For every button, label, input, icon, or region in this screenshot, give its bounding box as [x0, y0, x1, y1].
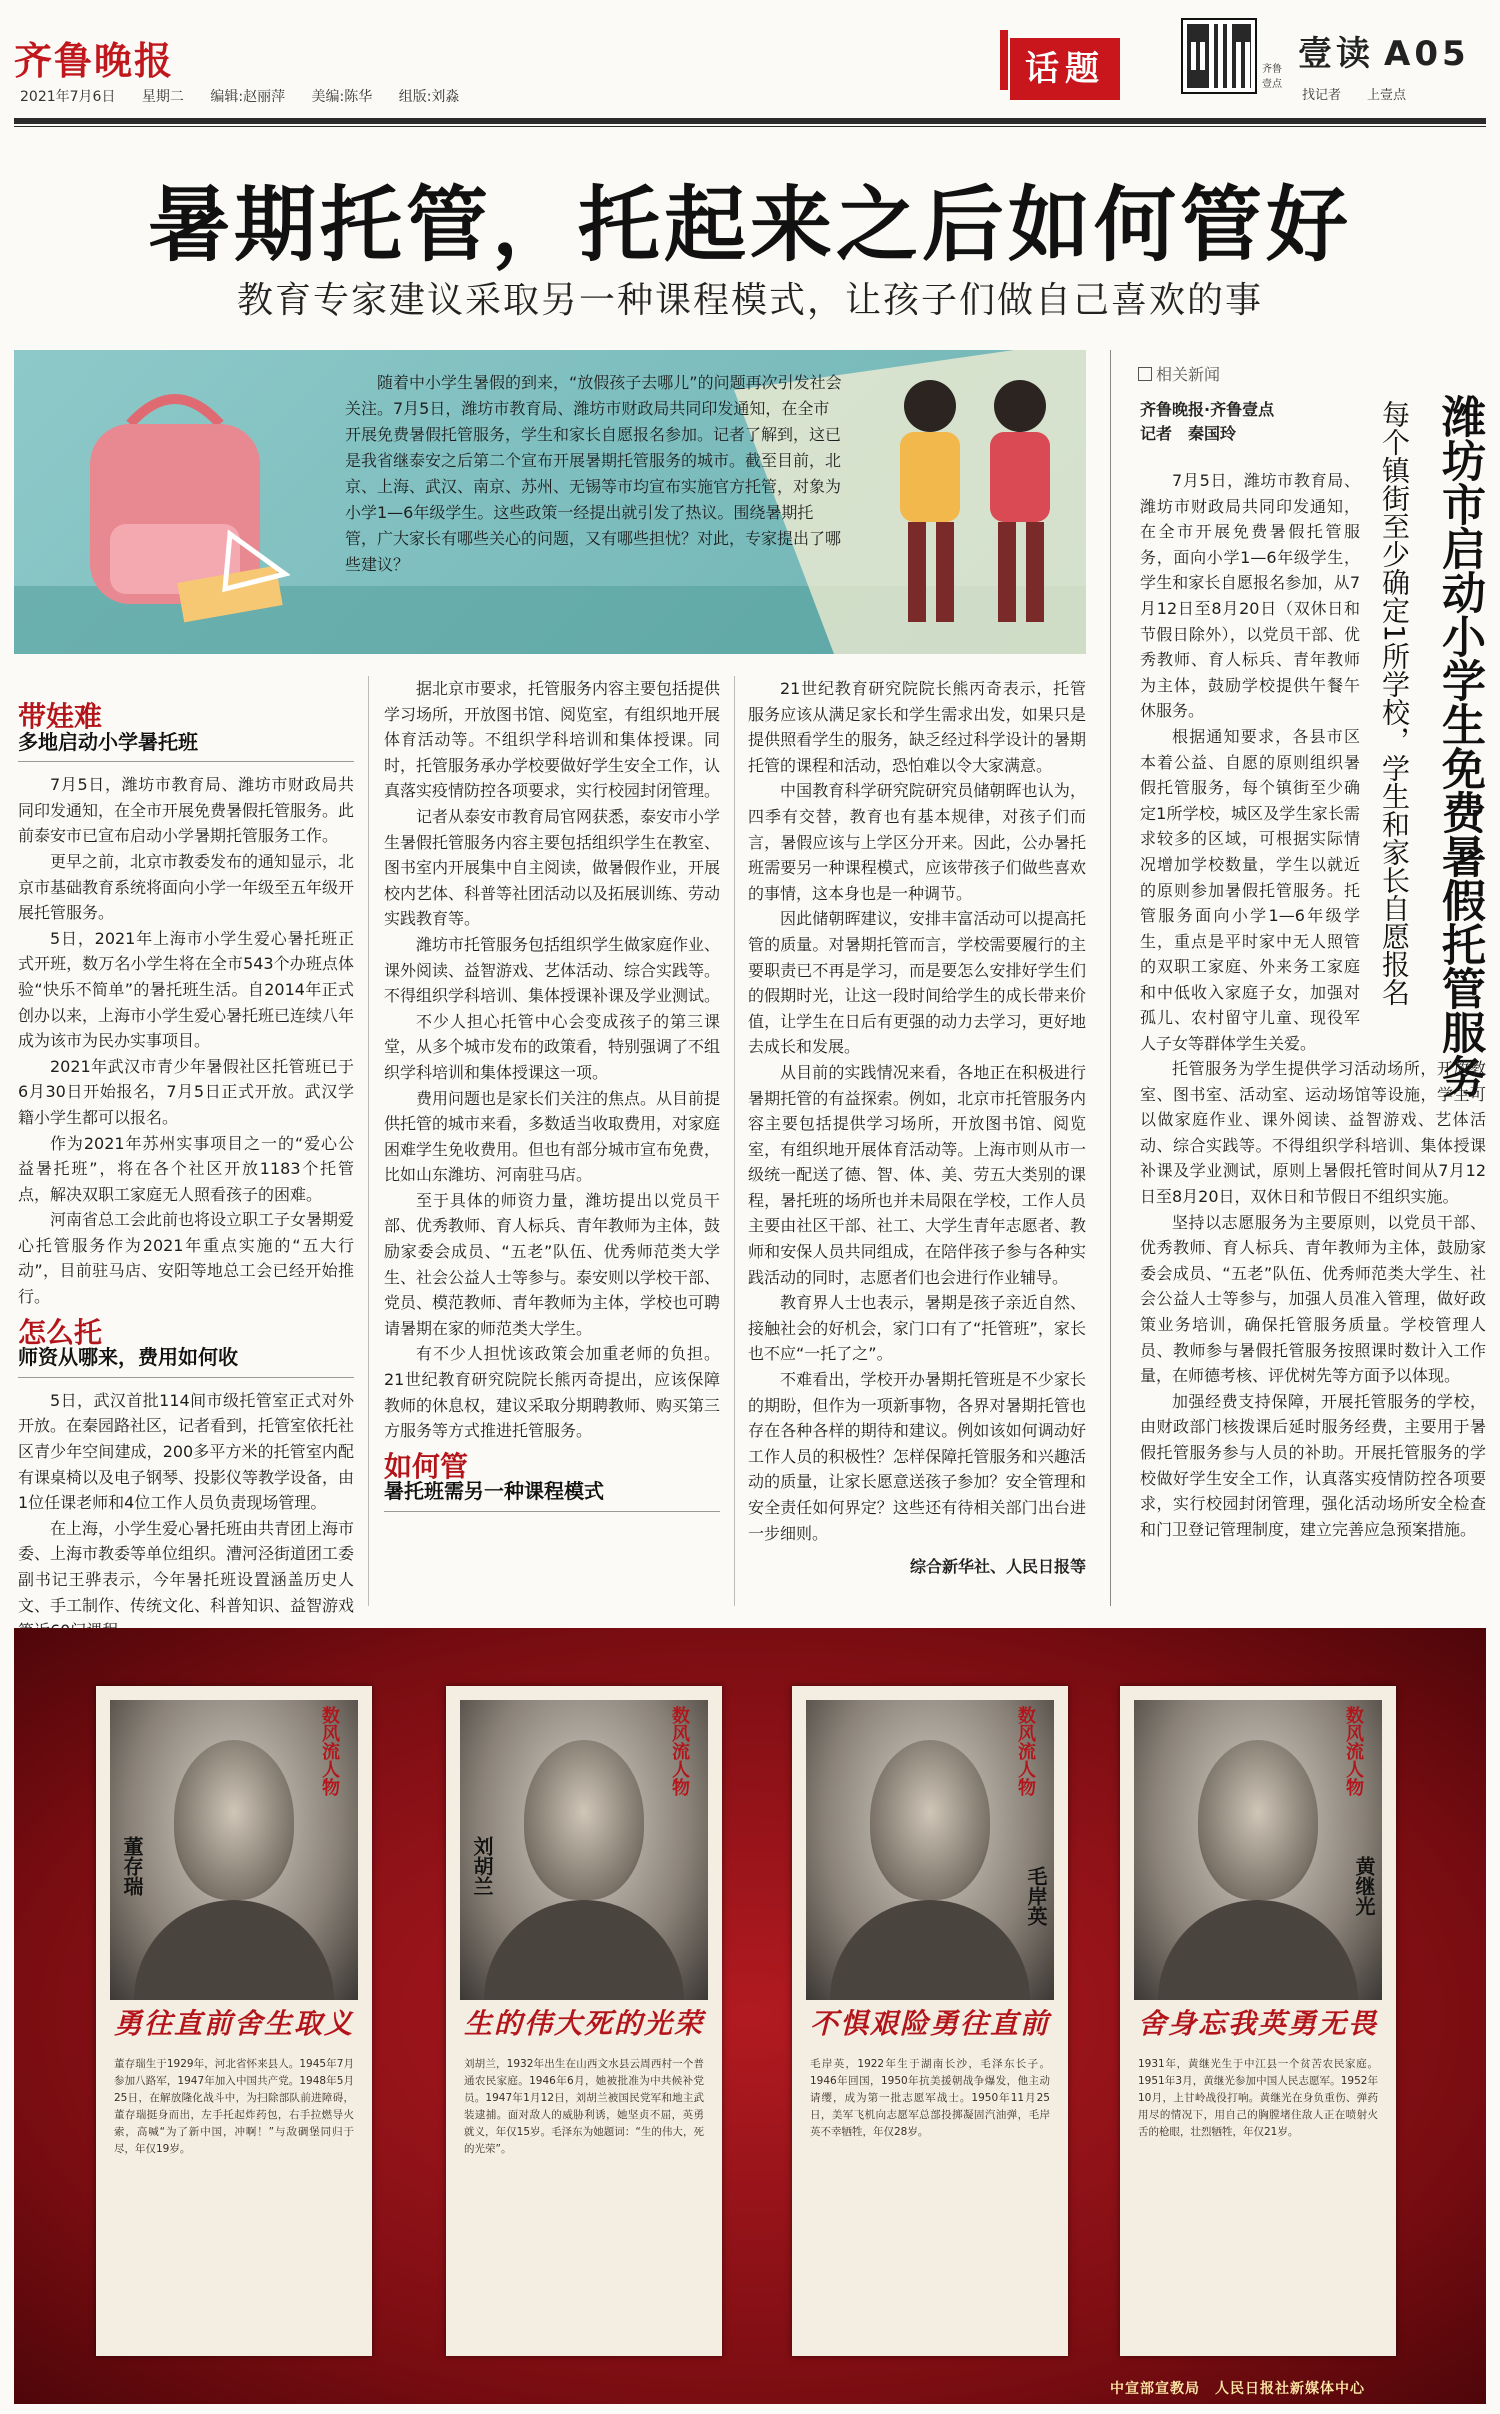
headline: 暑期托管，托起来之后如何管好: [147, 178, 1352, 273]
page-label: [1298, 26, 1470, 75]
section-heading: 怎么托: [18, 1315, 103, 1349]
paragraph: 记者从泰安市教育局官网获悉，泰安市小学生暑假托管服务内容主要包括组织学生在教室、图书室内开展集中自主阅读，做暑假作业，开展校内艺体、科普等社团活动以及拓展训练、劳动实践教育等。: [384, 806, 721, 929]
series-stamp: 数风流人物: [669, 1706, 690, 1796]
series-stamp: 数风流人物: [1343, 1706, 1364, 1796]
section-tab: [1000, 20, 1128, 100]
paragraph: 河南省总工会此前也将设立职工子女暑期爱心托管服务作为2021年重点实施的“五大行动”，目前驻马店、安阳等地总工会已经开始推行。: [18, 1210, 355, 1307]
newspaper-logo: 齐鲁晚报: [14, 38, 175, 83]
page-name: 壹读: [1298, 34, 1374, 74]
masthead-rule: [14, 118, 1486, 124]
qr-label: 齐鲁壹点: [1262, 64, 1282, 90]
paragraph: 不难看出，学校开办暑期托管班是不少家长的期盼，但作为一项新事物，各界对暑期托管也存在各种各样的期待和建议。例如该如何调动好工作人员的积极性？怎样保障托管服务和兴趣活动的质量，让家长愿意送孩子参加？安全管理和安全责任如何界定？这些还有待相关部门出台进一步细则。: [748, 1370, 1086, 1543]
qr-code-icon[interactable]: [1181, 18, 1257, 94]
masthead-rule-thin: [14, 126, 1486, 127]
memorial-credit: 中宣部宣教局 人民日报社新媒体中心: [1110, 2381, 1365, 2397]
paragraph: 中国教育科学研究院研究员储朝晖也认为，四季有交替，教育也有基本规律，对孩子们而言，暑假应该与上学区分开来。因此，公办暑托班需要另一种课程模式，应该带孩子们做些喜欢的事情，这本身也是一种调节。: [748, 781, 1086, 903]
paragraph: 7月5日，潍坊市教育局、潍坊市财政局共同印发通知，在全市开展免费暑假托管服务。此前泰安市已宣布启动小学暑期托管服务工作。: [18, 775, 355, 846]
paragraph: 坚持以志愿服务为主要原则，以党员干部、优秀教师、育人标兵、青年教师为主体，鼓励家委会成员、“五老”队伍、优秀师范类大学生、社会公益人士等参与，加强人员准入管理，做好政策业务培训，确保托管服务质量。学校管理人员、教师参与暑假托管服务按照课时数计入工作量，在师德考核、评优树先等方面予以体现。: [1140, 1212, 1486, 1386]
page-tagline: 找记者 上壹点: [1302, 88, 1407, 103]
paragraph: 加强经费支持保障，开展托管服务的学校，由财政部门核拨课后延时服务经费，主要用于暑假托管服务参与人员的补助。开展托管服务的学校做好学生安全工作，认真落实疫情防控各项要求，实行校园封闭管理，强化活动场所安全检查和门卫登记管理制度，建立完善应急预案措施。: [1140, 1391, 1486, 1539]
square-icon: [1138, 367, 1152, 381]
subheadline: 教育专家建议采取另一种课程模式，让孩子们做自己喜欢的事: [236, 280, 1263, 321]
section-subheading: 多地启动小学暑托班: [18, 730, 354, 763]
section-subheading: 师资从哪来，费用如何收: [18, 1345, 354, 1378]
paragraph: 因此储朝晖建议，安排丰富活动可以提高托管的质量。对暑期托管而言，学校需要履行的主要职责已不再是学习，而是要怎么安排好学生们的假期时光，让这一段时间给学生的成长带来价值，让学生在日后有更强的动力去学习，更好地去成长和发展。: [748, 909, 1086, 1057]
layout-editor-credit: 组版:刘淼: [398, 89, 460, 105]
paragraph: 7月5日，潍坊市教育局、潍坊市财政局共同印发通知，在全市开展免费暑假托管服务，面向小学1—6年级学生，学生和家长自愿报名参加，从7月12日至8月20日（双休日和节假日除外），以党员干部、优秀教师、育人标兵、青年教师为主体，鼓励学校提供午餐午休服务。: [1140, 471, 1360, 721]
paragraph: 托管服务为学生提供学习活动场所，开放教室、图书室、活动室、运动场馆等设施，学生可以做家庭作业、课外阅读、益智游戏、艺体活动、综合实践等。不得组织学科培训、集体授课补课及学业测试，原则上暑假托管时间从7月12日至8月20日，双休日和节假日不组织实施。: [1140, 1059, 1486, 1206]
paragraph: 作为2021年苏州实事项目之一的“爱心公益暑托班”，将在各个社区开放1183个托管点，解决双职工家庭无人照看孩子的困难。: [18, 1133, 354, 1204]
related-news-label: [1138, 362, 1220, 385]
related-news-text: 相关新闻: [1156, 365, 1221, 384]
hero-card: [1120, 1686, 1396, 2356]
issue-weekday: 星期二: [141, 89, 184, 105]
paragraph: 费用问题也是家长们关注的焦点。从目前提供托管的城市来看，多数适当收取费用，对家庭困难学生免收费用。但也有部分城市宣布免费，比如山东潍坊、河南驻马店。: [384, 1088, 721, 1185]
series-stamp: 数风流人物: [1015, 1706, 1036, 1796]
hero-motto: 不惧艰险勇往直前: [809, 2007, 1050, 2040]
hero-name: 毛岸英: [1024, 1866, 1048, 1926]
backpack-icon: [60, 384, 290, 624]
paragraph: 有不少人担忧该政策会加重老师的负担。21世纪教育研究院院长熊丙奇提出，应该保障教师的休息权，建议采取分期聘教师、购买第三方服务等方式推进托管服务。: [384, 1344, 721, 1441]
paragraph: 据北京市要求，托管服务内容主要包括提供学习场所，开放图书馆、阅览室，有组织地开展体育活动等。不组织学科培训和集体授课。同时，托管服务承办学校要做好学生安全工作，认真落实疫情防控各项要求，实行校园封闭管理。: [384, 679, 721, 801]
paragraph: 在上海，小学生爱心暑托班由共青团上海市委、上海市教委等单位组织。漕河泾街道团工委副书记王骅表示，今年暑托班设置涵盖历史人文、手工制作、传统文化、科普知识、益智游戏: [18, 1518, 355, 1615]
sidebar-subtitle: 每个镇街至少确定1所学校，学生和家长自愿报名: [1378, 400, 1411, 1006]
intro-paragraph: 随着中小学生暑假的到来，“放假孩子去哪儿”的问题再次引发社会关注。7月5日，潍坊市教育局、潍坊市财政局共同印发通知，在全市开展免费暑假托管服务，学生和家长自愿报名参加。记者了解到，这已是我省继泰安之后第二个宣布开展暑期托管服务的城市。截至目前，北京、上海、武汉、南京、苏州、无锡等市均宣布实施官方托管，对象为小学1—6年级学生。这些政策一经提出就引发了热议。围绕暑期托管，广大家长有哪些关心的问题，又有哪些担忧？对此，专家提出了哪些建议？: [345, 373, 842, 574]
schoolchildren-icon: [860, 366, 1080, 646]
hero-card: [96, 1686, 372, 2356]
paragraph: 21世纪教育研究院院长熊丙奇表示，托管服务应该从满足家长和学生需求出发，如果只是提供照看学生的服务，缺乏经过科学设计的暑期托管的课程和活动，恐怕难以令大家满意。: [748, 679, 1086, 775]
article-column-2: [384, 676, 720, 1522]
hero-name: 董存瑞: [120, 1836, 144, 1896]
hero-name: 黄继光: [1352, 1856, 1376, 1916]
paragraph: 更早之前，北京市教委发布的通知显示，北京市基础教育系统将面向小学一年级至五年级开展托管服务。: [18, 851, 355, 923]
section-heading: 带娃难: [18, 700, 103, 733]
hero-biography: 刘胡兰，1932年出生在山西文水县云周西村一个普通农民家庭。1946年6月，她被批准为中共候补党员。1947年1月12日，刘胡兰被国民党军和地主武装逮捕。面对敌人的威胁利诱，她坚贞不屈，英勇就义，年仅15岁。毛泽东为她题词：“生的伟大，死的光荣”。: [464, 2058, 704, 2155]
art-editor-credit: 美编:陈华: [311, 89, 373, 105]
section-tab-accent: [1000, 30, 1008, 90]
paragraph: 至于具体的师资力量，潍坊提出以党员干部、优秀教师、育人标兵、青年教师为主体，鼓励家委会成员、“五老”队伍、优秀师范类大学生、社会公益人士等参与。泰安则以学校干部、党员、模范教师、青年教师为主体，学校也可聘请暑期在家的师范类大学生。: [384, 1190, 721, 1338]
hero-name: 刘胡兰: [470, 1836, 494, 1896]
issue-date: 2021年7月6日: [20, 89, 116, 105]
sidebar-outlet: 齐鲁晚报·齐鲁壹点: [1140, 400, 1275, 419]
article-column-3: [748, 676, 1086, 1580]
section-label: 话题: [1010, 38, 1120, 100]
sidebar-title: 潍坊市启动小学生免费暑假托管服务: [1434, 394, 1485, 1098]
hero-motto: 勇往直前舍生取义: [113, 2007, 354, 2040]
sidebar-byline: [1140, 398, 1274, 446]
paragraph: 根据通知要求，各县市区本着公益、自愿的原则组织暑假托管服务，每个镇街至少确定1所学校，城区及学生家长需求较多的区域，可根据实际情况增加学校数量，学生以就近的原则参加暑假托管服务。托管服务面向小学1—6年级学生，重点是平时家中无人照管的双职工家庭、外来务工家庭和中低收入家庭子女，加强对孤儿、农村留守儿童、现役军人子女等群体学生关爱。: [1140, 726, 1360, 1054]
section-heading: 如何管: [384, 1449, 469, 1483]
hero-biography: 董存瑞生于1929年，河北省怀来县人。1945年7月参加八路军，1947年加入中国共产党。1948年5月25日，在解放隆化战斗中，为扫除部队前进障碍，董存瑞挺身而出，左手托起炸药包，右手拉燃导火索，高喊“为了新中国，冲啊！”与敌碉堡同归于尽，年仅19岁。: [114, 2058, 354, 2155]
sidebar-reporter: 记者 秦国玲: [1140, 424, 1237, 443]
series-stamp: 数风流人物: [319, 1706, 340, 1796]
dateline: [20, 86, 475, 106]
section-subheading: 暑托班需另一种课程模式: [384, 1479, 720, 1512]
paragraph: 从目前的实践情况来看，各地正在积极进行暑期托管的有益探索。例如，北京市托管服务内容主要包括提供学习场所，开放图书馆、阅览室，有组织地开展体育活动等。上海市则从市一级统一配送了德、智、体、美、劳五大类别的课程，暑托班的场所也并未局限在学校，工作人员主要由社区干部、社工、大学生青年志愿者、教师和安保人员共同组成，在陪伴孩子参与各种实践活动的同时，志愿者们也会进行作业辅导。: [748, 1062, 1086, 1287]
paragraph: 2021年武汉市青少年暑假社区托管班已于6月30日开始报名，7月5日正式开放。武汉学籍小学生都可以报名。: [18, 1056, 354, 1127]
article-column-1: [18, 700, 354, 1644]
hero-motto: 生的伟大死的光荣: [463, 2007, 704, 2040]
hero-motto: 舍身忘我英勇无畏: [1137, 2007, 1378, 2040]
paragraph: 不少人担心托管中心会变成孩子的第三课堂，从多个城市发布的政策看，特别强调了不组织学科培训和集体授课这一项。: [384, 1011, 721, 1082]
page-number: A05: [1384, 34, 1470, 74]
hero-biography: 毛岸英，1922年生于湖南长沙，毛泽东长子。1946年回国，1950年抗美援朝战争爆发，他主动请缨，成为第一批志愿军战士。1950年11月25日，美军飞机向志愿军总部投掷凝固汽油弹，毛岸英不幸牺牲，年仅28岁。: [810, 2058, 1050, 2138]
editor-credit: 编辑:赵丽萍: [210, 89, 286, 105]
paragraph: 教育界人士也表示，暑期是孩子亲近自然、接触社会的好机会，家门口有了“托管班”，家长也不应“一托了之”。: [748, 1293, 1086, 1364]
paragraph: 潍坊市托管服务包括组织学生做家庭作业、课外阅读、益智游戏、艺体活动、综合实践等。不得组织学科培训、集体授课补课及学业测试。: [384, 934, 721, 1006]
sidebar-body-continued: [1140, 1056, 1486, 1542]
paragraph: 5日，2021年上海市小学生爱心暑托班正式开班，数万名小学生将在全市543个办班点体验“快乐不简单”的暑托班生活。自2014年正式创办以来，上海市小学生爱心暑托班已连续八年成为该市为民办实事项目。: [18, 928, 355, 1051]
hero-biography: 1931年，黄继光生于中江县一个贫苦农民家庭。1951年3月，黄继光参加中国人民志愿军。1952年10月，上甘岭战役打响。黄继光在身负重伤、弹药用尽的情况下，用自己的胸膛堵住敌人正在喷射火舌的枪眼，壮烈牺牲，年仅21岁。: [1138, 2058, 1378, 2138]
article-source-credit: 综合新华社、人民日报等: [909, 1557, 1086, 1577]
paragraph: 5日，武汉首批114间市级托管室正式对外开放。在秦园路社区，记者看到，托管室依托社区青少年空间建成，200多平方米的托管室内配有课桌椅以及电子钢琴、投影仪等教学设备，由1位任课老师和4位工作人员负责现场管理。: [18, 1390, 355, 1513]
sidebar-body: [1140, 468, 1360, 1057]
hero-card: [792, 1686, 1068, 2356]
hero-card: [446, 1686, 722, 2356]
